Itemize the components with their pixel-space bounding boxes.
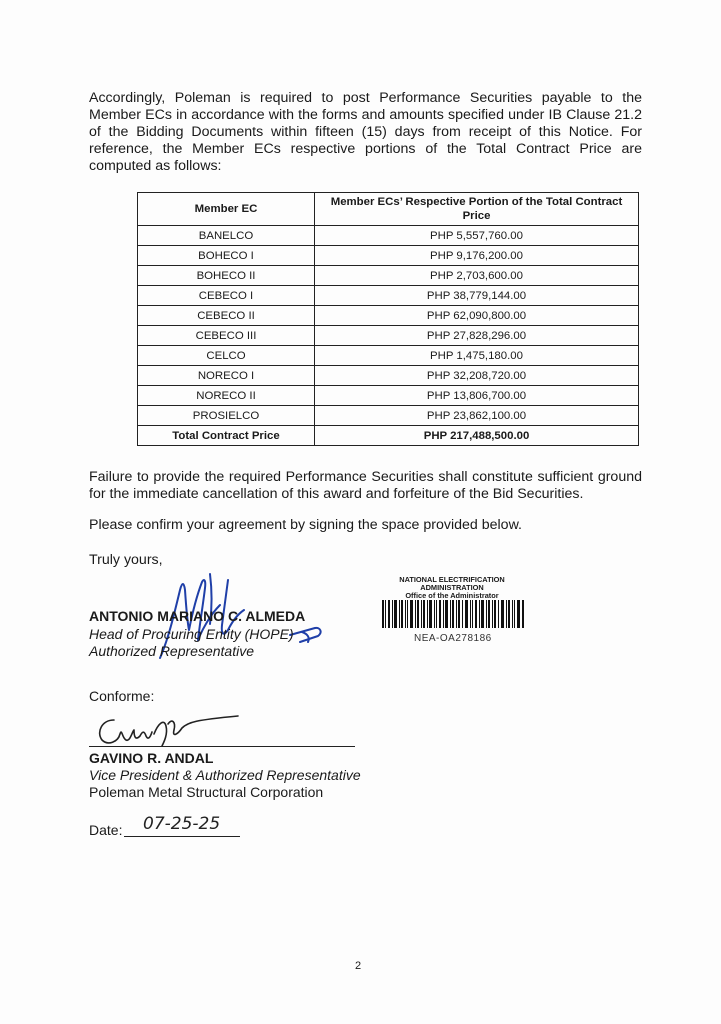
conforme-label: Conforme: [89, 688, 155, 704]
portion-cell: PHP 27,828,296.00 [315, 326, 639, 346]
stamp-agency-line2: ADMINISTRATION [420, 583, 484, 592]
portion-cell: PHP 9,176,200.00 [315, 246, 639, 266]
portion-cell: PHP 32,208,720.00 [315, 366, 639, 386]
stamp-tracking-number: NEA-OA278186 [414, 633, 492, 644]
table-row [138, 406, 639, 426]
member-ec-cell: NORECO I [138, 366, 315, 386]
signatory-title: Head of Procuring Entity (HOPE) [89, 626, 294, 642]
portion-cell: PHP 2,703,600.00 [315, 266, 639, 286]
signature-andal-image [92, 708, 252, 750]
table-header-row [138, 193, 639, 226]
table-row [138, 346, 639, 366]
table-row [138, 366, 639, 386]
stamp-agency-line1: NATIONAL ELECTRIFICATION [399, 575, 505, 584]
stamp-office: Office of the Administrator [405, 591, 499, 600]
signatory-name: ANTONIO MARIANO C. ALMEDA [89, 608, 306, 624]
conforme-title: Vice President & Authorized Representative [89, 767, 361, 783]
table-row [138, 266, 639, 286]
conforme-name: GAVINO R. ANDAL [89, 750, 214, 766]
header-portion: Member ECs’ Respective Portion of the Total Contract Price [315, 193, 639, 226]
receiving-stamp [372, 576, 532, 666]
member-ec-cell: BANELCO [138, 226, 315, 246]
member-ec-cell: CEBECO I [138, 286, 315, 306]
table-row [138, 286, 639, 306]
page-number: 2 [355, 960, 362, 972]
header-member-ec: Member EC [138, 193, 315, 226]
paragraph-confirm-agreement: Please confirm your agreement by signing the space provided below. [89, 517, 522, 533]
member-ec-portions-table [137, 192, 639, 446]
member-ec-cell: CEBECO II [138, 306, 315, 326]
table-row [138, 226, 639, 246]
date-line [124, 836, 240, 837]
conforme-signature-line [89, 746, 355, 747]
date-value-handwritten: 07-25-25 [143, 814, 221, 834]
date-label: Date: [89, 822, 123, 838]
portion-cell: PHP 38,779,144.00 [315, 286, 639, 306]
member-ec-cell: NORECO II [138, 386, 315, 406]
table-row [138, 306, 639, 326]
barcode-image [382, 600, 524, 628]
signatory-role: Authorized Representative [89, 643, 254, 659]
total-row [138, 426, 639, 446]
portion-cell: PHP 5,557,760.00 [315, 226, 639, 246]
total-label-cell: Total Contract Price [138, 426, 315, 446]
total-value-cell: PHP 217,488,500.00 [315, 426, 639, 446]
conforme-company: Poleman Metal Structural Corporation [89, 784, 324, 800]
table-row [138, 326, 639, 346]
portion-cell: PHP 13,806,700.00 [315, 386, 639, 406]
member-ec-cell: PROSIELCO [138, 406, 315, 426]
member-ec-cell: CEBECO III [138, 326, 315, 346]
closing-salutation: Truly yours, [89, 552, 163, 568]
member-ec-cell: CELCO [138, 346, 315, 366]
paragraph-failure-notice: Failure to provide the required Performance Securities shall constitute sufficient ground for the immediate cancellation of this award and forfeiture of the Bid Securities. [89, 469, 642, 502]
portion-cell: PHP 1,475,180.00 [315, 346, 639, 366]
member-ec-cell: BOHECO I [138, 246, 315, 266]
table-row [138, 246, 639, 266]
portion-cell: PHP 23,862,100.00 [315, 406, 639, 426]
paragraph-performance-securities: Accordingly, Poleman is required to post Performance Securities payable to the Member ECs in accordance with the forms and amounts specified under IB Clause 21.2 of the Bidding Documents within fifteen (15) days from receipt of this Notice. For reference, the Member ECs respective portions of the Total Contract Price are computed as follows: [89, 90, 642, 174]
member-ec-cell: BOHECO II [138, 266, 315, 286]
portion-cell: PHP 62,090,800.00 [315, 306, 639, 326]
table-row [138, 386, 639, 406]
